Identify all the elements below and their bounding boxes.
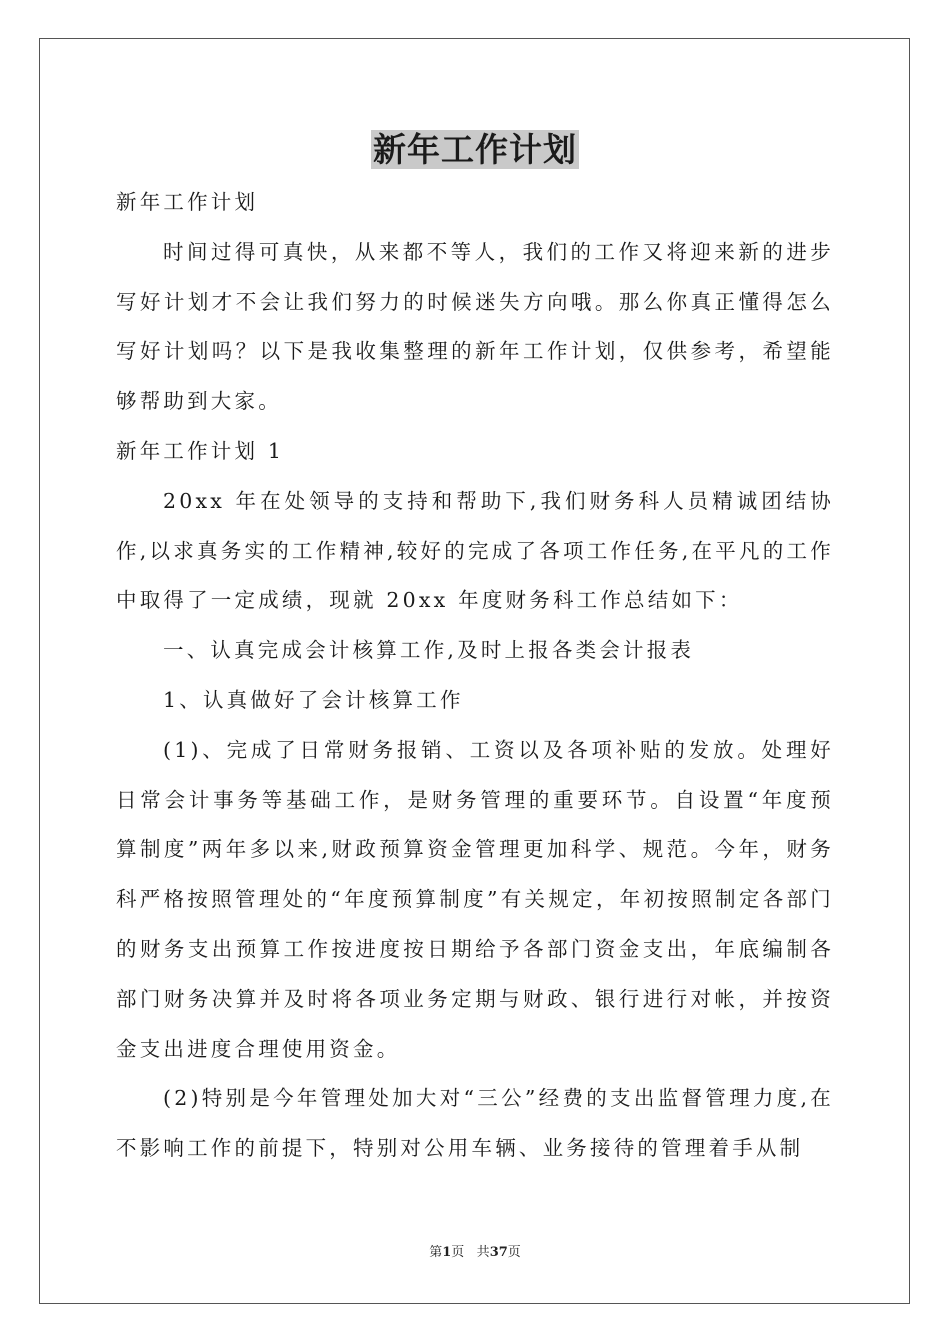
body-paragraph: 一、认真完成会计核算工作,及时上报各类会计报表 (163, 638, 695, 663)
body-paragraph: 1、认真做好了会计核算工作 (163, 687, 464, 712)
section-heading: 新年工作计划 1 (116, 438, 285, 463)
footer-page-prefix: 第 (429, 1245, 443, 1260)
document-body (116, 178, 834, 1174)
body-paragraph: 20xx 年在处领导的支持和帮助下,我们财务科人员精诚团结协作,以求真务实的工作精神,较好的完成了各项工作任务,在平凡的工作中取得了一定成绩，现就 20xx 年度财务科工作总结如下： (116, 488, 834, 613)
footer-total-suffix: 页 (507, 1245, 521, 1260)
footer-page-suffix: 页 (451, 1245, 465, 1260)
document-title-text: 新年工作计划 (373, 130, 577, 169)
body-paragraph: (1)、完成了日常财务报销、工资以及各项补贴的发放。处理好日常会计事务等基础工作，是财务管理的重要环节。自设置“年度预算制度”两年多以来,财政预算资金管理更加科学、规范。今年，财务科严格按照管理处的“年度预算制度”有关规定，年初按照制定各部门的财务支出预算工作按进度按日期给予各部门资金支出，年底编制各部门财务决算并及时将各项业务定期与财政、银行进行对帐，并按资金支出进度合理使用资金。 (116, 737, 834, 1061)
footer-total-prefix: 共 (476, 1245, 490, 1260)
body-paragraph: 新年工作计划 (116, 190, 259, 214)
document-title (0, 128, 950, 172)
body-paragraph: 时间过得可真快，从来都不等人，我们的工作又将迎来新的进步写好计划才不会让我们努力的时候迷失方向哦。那么你真正懂得怎么写好计划吗？以下是我收集整理的新年工作计划，仅供参考，希望能够帮助到大家。 (116, 239, 834, 414)
footer-page-number: 1 (442, 1245, 452, 1260)
page-footer (0, 1244, 950, 1262)
footer-total-pages: 37 (489, 1245, 508, 1260)
body-paragraph: (2)特别是今年管理处加大对“三公”经费的支出监督管理力度,在不影响工作的前提下，特别对公用车辆、业务接待的管理着手从制 (116, 1086, 834, 1161)
